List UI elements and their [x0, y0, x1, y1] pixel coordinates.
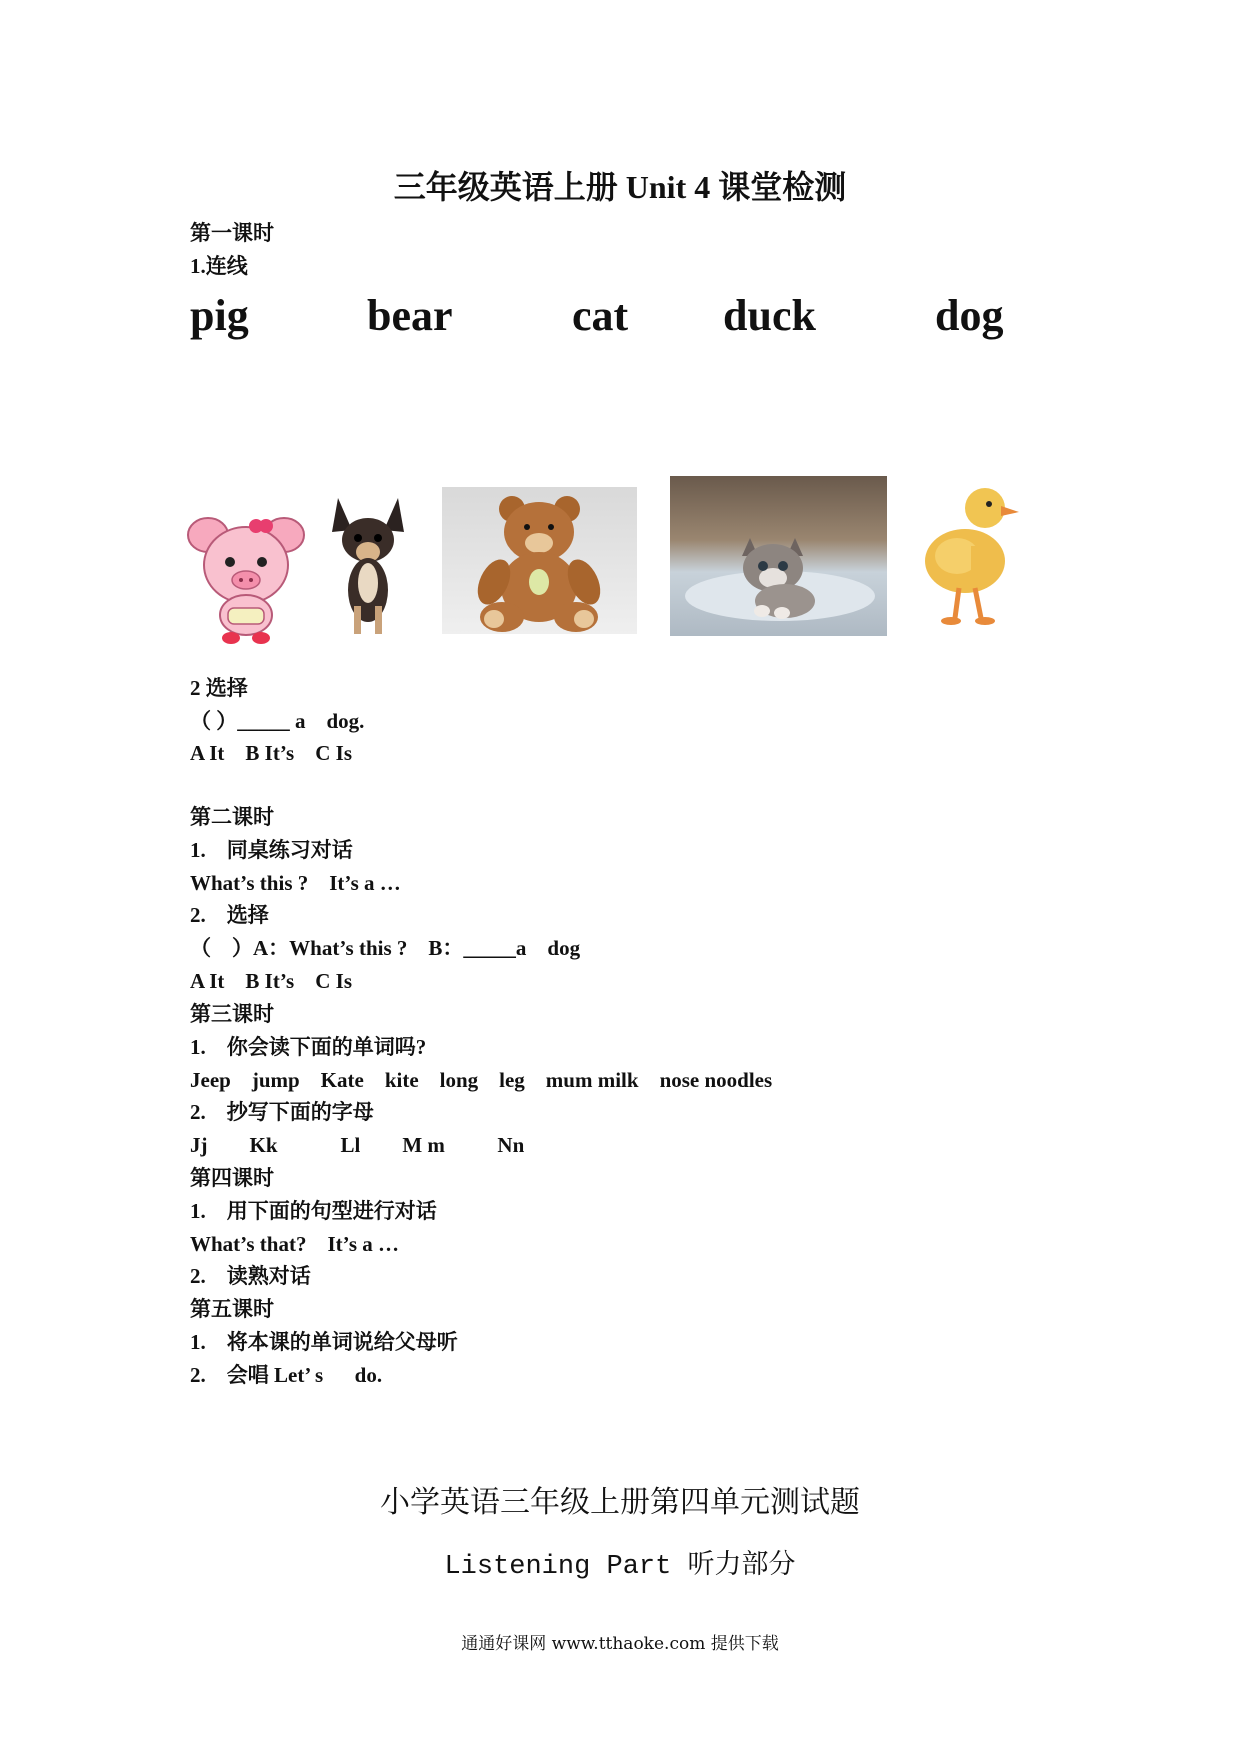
bear-picture	[442, 487, 637, 634]
lesson3-q2-letters: Jj Kk Ll M m Nn	[190, 1133, 525, 1157]
test-title: 小学英语三年级上册第四单元测试题	[380, 1486, 860, 1519]
lesson3-heading: 第三课时	[190, 1002, 274, 1026]
pig-picture	[186, 510, 306, 645]
lesson2-heading: 第二课时	[190, 805, 274, 829]
word-dog: dog	[935, 291, 1004, 340]
lesson2-q2: 2. 选择	[190, 903, 269, 927]
test-subtitle: Listening Part 听力部分	[444, 1552, 796, 1582]
lesson1-heading: 第一课时	[190, 221, 274, 245]
lesson4-q1: 1. 用下面的句型进行对话	[190, 1199, 437, 1223]
duck-picture	[907, 476, 1029, 636]
lesson2-q2-options: A It B It’s C Is	[190, 969, 352, 993]
lesson4-q1-text: What’s that? It’s a …	[190, 1232, 400, 1256]
word-bear: bear	[367, 291, 453, 340]
footer-text: 通通好课网 www.tthaoke.com 提供下载	[461, 1634, 779, 1654]
lesson1-q2: 2 选择	[190, 676, 248, 700]
lesson1-q2-stem: （ ）_____ a dog.	[190, 709, 365, 733]
lesson1-q1: 1.连线	[190, 254, 248, 278]
word-pig: pig	[190, 291, 249, 340]
word-cat: cat	[572, 291, 629, 340]
dog-picture	[316, 488, 420, 640]
lesson4-q2: 2. 读熟对话	[190, 1264, 311, 1288]
lesson4-heading: 第四课时	[190, 1166, 274, 1190]
lesson3-q1: 1. 你会读下面的单词吗?	[190, 1035, 427, 1059]
page-title: 三年级英语上册 Unit 4 课堂检测	[393, 169, 847, 205]
lesson3-q2: 2. 抄写下面的字母	[190, 1100, 374, 1124]
lesson5-q1: 1. 将本课的单词说给父母听	[190, 1330, 458, 1354]
lesson3-q1-words: Jeep jump Kate kite long leg mum milk nose noodles	[190, 1068, 773, 1092]
cat-picture	[670, 476, 887, 636]
lesson2-q2-stem: （ ）A：What’s this ? B：_____a dog	[190, 936, 581, 960]
word-duck: duck	[723, 291, 816, 340]
lesson2-q1: 1. 同桌练习对话	[190, 838, 353, 862]
lesson5-q2: 2. 会唱 Let’ s do.	[190, 1363, 383, 1387]
lesson5-heading: 第五课时	[190, 1297, 274, 1321]
lesson1-q2-options: A It B It’s C Is	[190, 741, 352, 765]
lesson2-q1-text: What’s this ? It’s a …	[190, 871, 401, 895]
